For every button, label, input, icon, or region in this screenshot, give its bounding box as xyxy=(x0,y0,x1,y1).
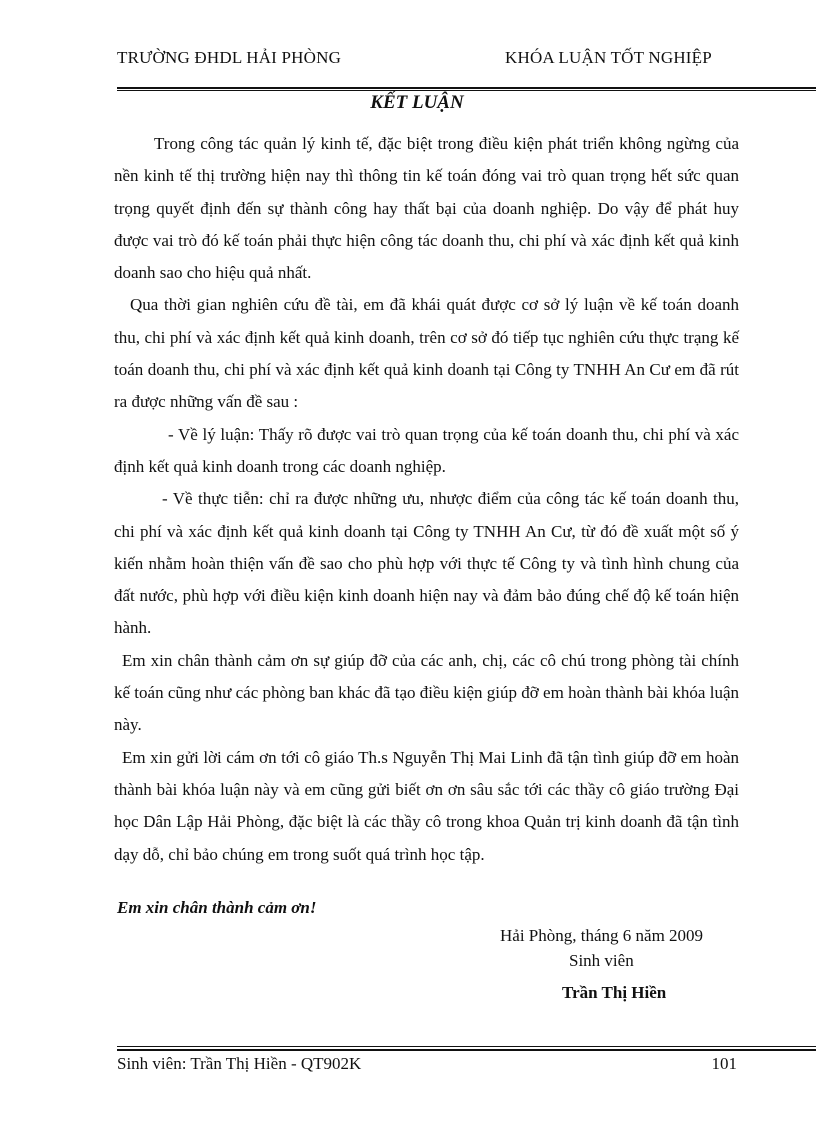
page-footer xyxy=(117,1054,737,1074)
paragraph: Qua thời gian nghiên cứu đề tài, em đã khái quát được cơ sở lý luận về kế toán doanh thu, chi phí và xác định kết quả kinh doanh, trên cơ sở đó tiếp tục nghiên cứu thực trạng kế toán doanh thu, chi phí và xác định kết quả kinh doanh tại Công ty TNHH An Cư em đã rút ra được những vấn đề sau : xyxy=(114,295,739,412)
paragraph: - Về thực tiễn: chỉ ra được những ưu, nhược điểm của công tác kế toán doanh thu, chi phí và xác định kết quả kinh doanh tại Công ty TNHH An Cư, từ đó đề xuất một số ý kiến nhằm hoàn thiện vấn đề sao cho phù hợp với thực tế Công ty và tình hình chung của đất nước, phù hợp với điều kiện kinh doanh hiện nay và đảm bảo đúng chế độ kế toán hiện hành. xyxy=(114,489,739,638)
page-header xyxy=(117,48,736,72)
paragraph: Em xin chân thành cảm ơn sự giúp đỡ của các anh, chị, các cô chú trong phòng tài chính kế toán cũng như các phòng ban khác đã tạo điều kiện giúp đỡ em hoàn thành bài khóa luận này. xyxy=(114,650,739,735)
page-title: KẾT LUẬN xyxy=(370,92,464,113)
signature-name: Trần Thị Hiền xyxy=(562,983,667,1002)
paragraph: - Về lý luận: Thấy rõ được vai trò quan trọng của kế toán doanh thu, chi phí và xác định kết quả kinh doanh trong các doanh nghiệp. xyxy=(114,424,739,476)
footer-divider-thin xyxy=(117,1046,816,1047)
header-divider-thin xyxy=(117,90,816,91)
header-document-type: KHÓA LUẬN TỐT NGHIỆP xyxy=(505,48,712,67)
paragraph: Trong công tác quản lý kinh tế, đặc biệt trong điều kiện phát triển không ngừng của nền kinh tế thị trường hiện nay thì thông tin kế toán đóng vai trò quan trọng hết sức quan trọng quyết định đến sự thành công hay thất bại của doanh nghiệp. Do vậy để phát huy được vai trò đó kế toán phải thực hiện công tác doanh thu, chi phí và xác định kết quả kinh doanh sao cho hiệu quả nhất. xyxy=(114,134,739,283)
closing-thanks: Em xin chân thành cảm ơn! xyxy=(117,898,317,917)
footer-student-info: Sinh viên: Trần Thị Hiền - QT902K xyxy=(117,1054,362,1073)
footer-divider xyxy=(117,1049,816,1051)
signature-place-date: Hải Phòng, tháng 6 năm 2009 xyxy=(500,926,704,945)
signature-role: Sinh viên xyxy=(569,951,634,970)
header-divider xyxy=(117,87,816,89)
header-school-name: TRƯỜNG ĐHDL HẢI PHÒNG xyxy=(117,48,342,67)
paragraph: Em xin gửi lời cám ơn tới cô giáo Th.s Nguyễn Thị Mai Linh đã tận tình giúp đỡ em hoàn thành bài khóa luận này và em cũng gửi biết ơn ơn sâu sắc tới các thầy cô giáo trường Đại học Dân Lập Hải Phòng, đặc biệt là các thầy cô trong khoa Quản trị kinh doanh đã tận tình dạy dỗ, chỉ bảo chúng em trong suốt quá trình học tập. xyxy=(114,747,739,864)
page-number: 101 xyxy=(711,1054,737,1073)
body-content xyxy=(114,128,739,871)
